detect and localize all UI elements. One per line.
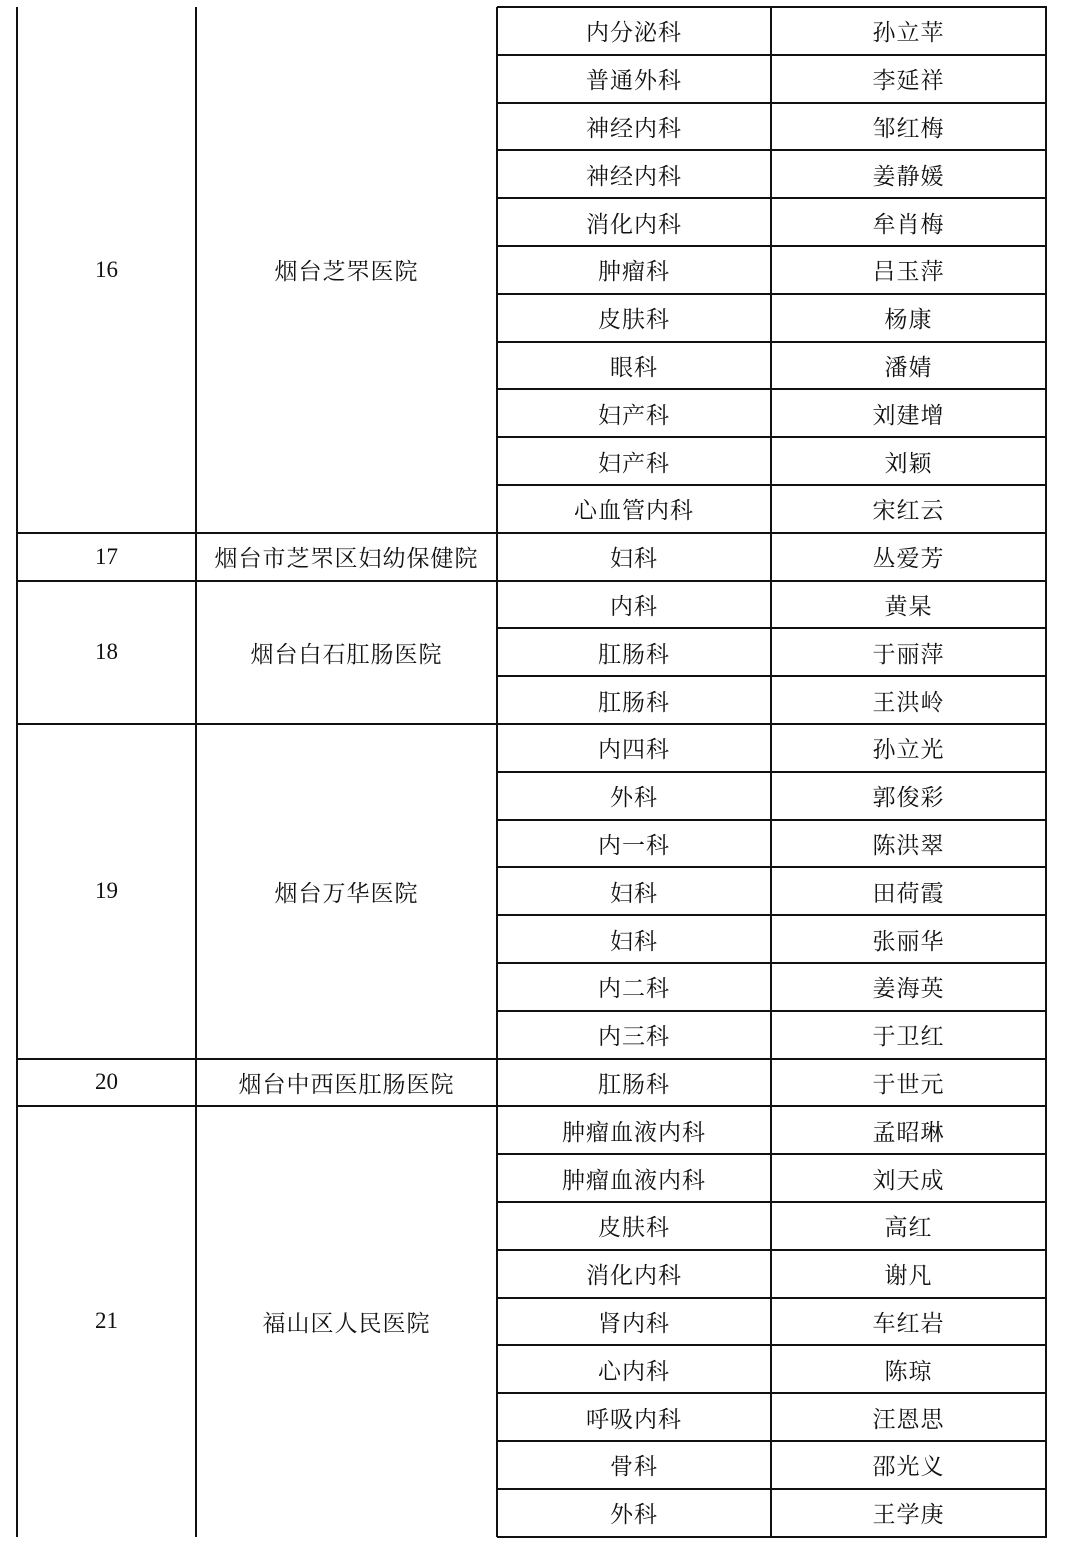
doctor-name-cell: 车红岩	[872, 1310, 945, 1337]
doctor-name-cell: 高红	[884, 1215, 933, 1242]
doctor-name-cell: 郭俊彩	[872, 785, 945, 812]
department-cell: 内三科	[598, 1024, 670, 1051]
doctor-name-cell: 谢凡	[884, 1263, 933, 1290]
department-cell: 心血管内科	[574, 498, 694, 525]
doctor-name-cell: 姜静媛	[872, 163, 945, 190]
doctor-name-cell: 孙立光	[872, 737, 945, 764]
department-cell: 内一科	[598, 832, 670, 859]
row-number: 19	[95, 878, 118, 904]
department-cell: 肛肠科	[598, 689, 670, 716]
doctor-name-cell: 潘婧	[884, 354, 933, 381]
department-cell: 内分泌科	[586, 20, 682, 47]
col-border-hospital	[496, 7, 498, 1537]
doctor-name-cell: 汪恩思	[872, 1406, 945, 1433]
doctor-name-cell: 孙立苹	[872, 20, 945, 47]
doctor-name-cell: 黄杲	[884, 593, 933, 620]
row-number: 18	[95, 639, 118, 665]
doctor-name-cell: 于世元	[872, 1071, 945, 1098]
col-border-number	[195, 7, 197, 1537]
department-cell: 眼科	[610, 354, 658, 381]
doctor-name-cell: 李延祥	[872, 68, 945, 95]
department-cell: 妇科	[610, 880, 658, 907]
doctor-name-cell: 丛爱芳	[872, 546, 945, 573]
department-cell: 普通外科	[586, 68, 682, 95]
doctor-name-cell: 田荷霞	[872, 880, 945, 907]
doctor-name-cell: 宋红云	[872, 498, 945, 525]
doctor-name-cell: 于卫红	[872, 1024, 945, 1051]
department-cell: 内二科	[598, 976, 670, 1003]
doctor-name-cell: 吕玉萍	[872, 259, 945, 286]
doctor-name-cell: 刘颖	[884, 450, 933, 477]
department-cell: 肛肠科	[598, 641, 670, 668]
doctor-name-cell: 杨康	[884, 307, 933, 334]
department-cell: 心内科	[598, 1358, 670, 1385]
department-cell: 内科	[610, 593, 658, 620]
doctor-name-cell: 王洪岭	[872, 689, 945, 716]
doctor-name-cell: 姜海英	[872, 976, 945, 1003]
department-cell: 肿瘤科	[598, 259, 670, 286]
hospital-name: 烟台万华医院	[274, 880, 419, 907]
department-cell: 神经内科	[586, 163, 682, 190]
col-border-left	[16, 7, 18, 1537]
doctor-name-cell: 刘天成	[872, 1167, 945, 1194]
department-cell: 呼吸内科	[586, 1406, 682, 1433]
department-cell: 神经内科	[586, 115, 682, 142]
hospital-name: 烟台中西医肛肠医院	[238, 1071, 455, 1098]
doctor-name-cell: 刘建增	[872, 402, 945, 429]
col-border-department	[770, 7, 772, 1537]
department-cell: 骨科	[610, 1454, 658, 1481]
department-cell: 皮肤科	[598, 307, 670, 334]
department-cell: 肾内科	[598, 1310, 670, 1337]
department-cell: 皮肤科	[598, 1215, 670, 1242]
department-cell: 妇科	[610, 928, 658, 955]
row-number: 17	[95, 543, 118, 569]
row-divider	[497, 1536, 1047, 1538]
doctor-name-cell: 王学庚	[872, 1502, 945, 1529]
hospital-name: 福山区人民医院	[262, 1310, 431, 1337]
doctor-name-cell: 陈琼	[884, 1358, 933, 1385]
department-cell: 妇科	[610, 546, 658, 573]
department-cell: 消化内科	[586, 1263, 682, 1290]
doctor-name-cell: 邹红梅	[872, 115, 945, 142]
doctor-name-cell: 牟肖梅	[872, 211, 945, 238]
department-cell: 妇产科	[598, 450, 670, 477]
department-cell: 外科	[610, 1502, 658, 1529]
department-cell: 肿瘤血液内科	[562, 1119, 706, 1146]
right-top-border	[497, 6, 1047, 8]
row-number: 20	[95, 1069, 118, 1095]
department-cell: 内四科	[598, 737, 670, 764]
department-cell: 妇产科	[598, 402, 670, 429]
doctor-name-cell: 邵光义	[872, 1454, 945, 1481]
hospital-name: 烟台市芝罘区妇幼保健院	[214, 546, 479, 573]
hospital-name: 烟台白石肛肠医院	[250, 641, 443, 668]
row-number: 21	[95, 1308, 118, 1334]
department-cell: 外科	[610, 785, 658, 812]
hospital-name: 烟台芝罘医院	[274, 259, 419, 286]
row-number: 16	[95, 256, 118, 282]
doctor-name-cell: 陈洪翠	[872, 832, 945, 859]
col-border-right	[1045, 7, 1047, 1537]
doctor-name-cell: 于丽萍	[872, 641, 945, 668]
department-cell: 肿瘤血液内科	[562, 1167, 706, 1194]
department-cell: 肛肠科	[598, 1071, 670, 1098]
doctor-name-cell: 孟昭琳	[872, 1119, 945, 1146]
department-cell: 消化内科	[586, 211, 682, 238]
doctor-name-cell: 张丽华	[872, 928, 945, 955]
